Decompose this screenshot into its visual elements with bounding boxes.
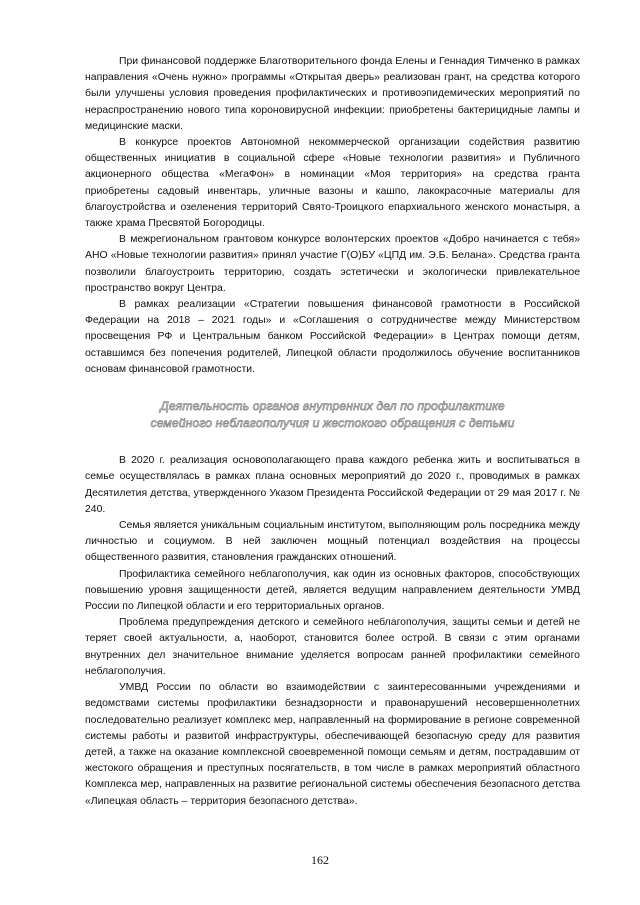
paragraph-volunteer-grant: В межрегиональном грантовом конкурсе волонтерских проектов «Добро начинается с тебя» АНО «Новые технологии развития» принял участие Г(О)БУ «ЦПД им. Э.Б. Белана». Средства гранта позволили благоустроить территорию, создать эстетически и экологически привлекательное пространство вокруг Центра. <box>85 234 580 294</box>
paragraph-decade-of-childhood: В 2020 г. реализация основополагающего права каждого ребенка жить и воспитываться в семье осуществлялась в рамках плана основных мероприятий до 2020 г., проводимых в рамках Десятилетия детства, утвержденного Указом Президента Российской Федерации от 29 мая 2017 г. № 240. <box>85 455 580 515</box>
document-page <box>85 54 580 810</box>
paragraph-family-institution: Семья является уникальным социальным институтом, выполняющим роль посредника между личностью и социумом. В ней заключен мощный потенциал воздействия на процессы общественного развития, становления гражданских отношений. <box>85 520 580 564</box>
section-heading-line-1: Деятельность органов внутренних дел по профилактике <box>160 399 505 414</box>
paragraph-prevention-problem: Проблема предупреждения детского и семейного неблагополучия, защиты семьи и детей не теряет своей актуальности, а, наоборот, становится более острой. В связи с этим органами внутренних дел значительное внимание уделяется вопросам ранней профилактики семейного неблагополучия. <box>85 617 580 677</box>
paragraph-financial-literacy: В рамках реализации «Стратегии повышения финансовой грамотности в Российской Федерации на 2018 – 2021 годы» и «Соглашения о сотрудничестве между Министерством просвещения РФ и Центральным банком Российской Федерации» в Центрах помощи детям, оставшимся без попечения родителей, Липецкой области продолжилось обучение воспитанников основам финансовой грамотности. <box>85 299 580 375</box>
paragraph-umvd-measures: УМВД России по области во взаимодействии с заинтересованными учреждениями и ведомствами системы профилактики безнадзорности и правонарушений несовершеннолетних последовательно реализует комплекс мер, направленный на формирование в регионе современной системы работы и развитой инфраструктуры, обеспечивающей безопасную среду для развития детей, а также на оказание комплексной своевременной помощи семьям и детям, пострадавшим от жестокого обращения и преступных посягательств, в том числе в рамках мероприятий областного Комплекса мер, направленных на развитие региональной системы обеспечения безопасного детства «Липецкая область – территория безопасного детства». <box>85 682 580 807</box>
section-heading <box>85 398 580 431</box>
page-number: 162 <box>311 853 329 867</box>
section-heading-line-2: семейного неблагополучия и жестокого обращения с детьми <box>150 415 515 430</box>
paragraph-timchenko-grant: При финансовой поддержке Благотворительного фонда Елены и Геннадия Тимченко в рамках направления «Очень нужно» программы «Открытая дверь» реализован грант, на средства которого были улучшены условия проведения профилактических и противоэпидемических мероприятий по нераспространению нового типа короновирусной инфекции: приобретены бактерицидные лампы и медицинские маски. <box>85 56 580 132</box>
paragraph-megafon-grant: В конкурсе проектов Автономной некоммерческой организации содействия развитию общественных инициатив в социальной сфере «Новые технологии развития» и Публичного акционерного общества «МегаФон» в номинации «Моя территория» на средства гранта приобретены садовый инвентарь, уличные вазоны и кашпо, лакокрасочные материалы для благоустройства и озеленения территорий Свято-Троицкого епархиального женского монастыря, а также храма Пресвятой Богородицы. <box>85 137 580 230</box>
paragraph-prevention-direction: Профилактика семейного неблагополучия, как один из основных факторов, способствующих повышению уровня защищенности детей, является ведущим направлением деятельности УМВД России по Липецкой области и его территориальных органов. <box>85 568 580 613</box>
